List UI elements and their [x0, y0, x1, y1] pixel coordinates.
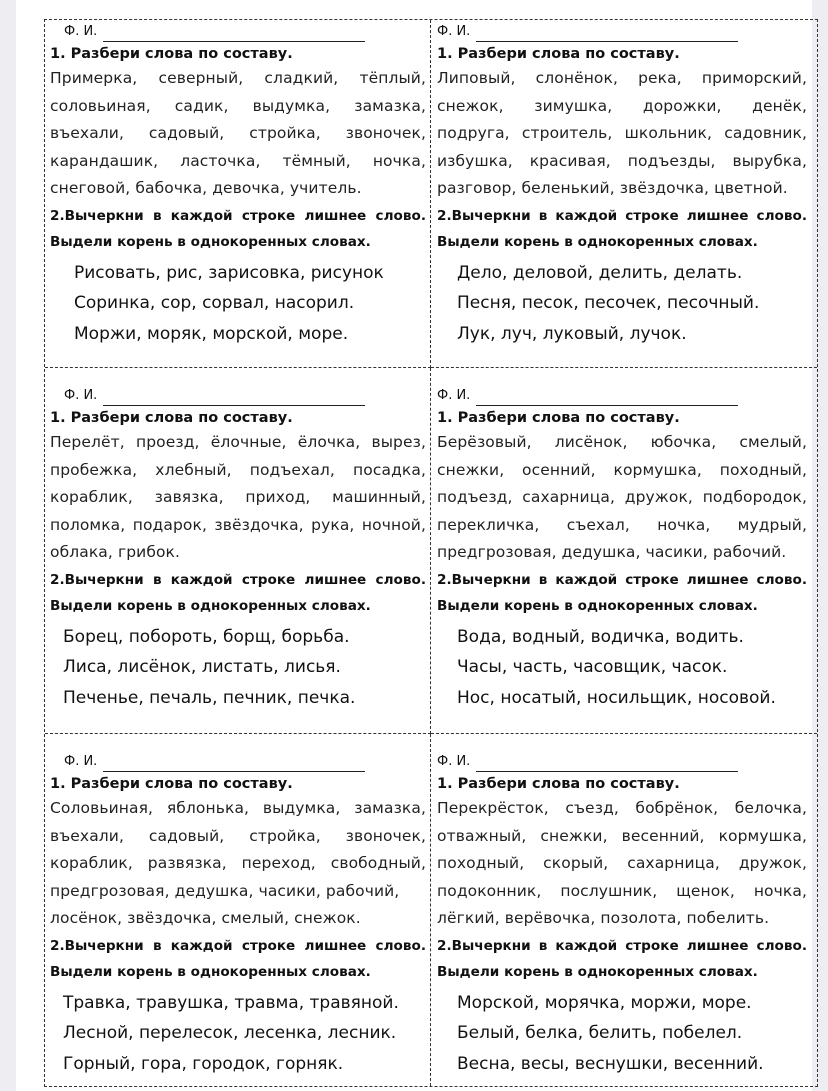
name-blank-line[interactable]	[103, 757, 365, 772]
word-line: пробежка, хлебный, подъехал, посадка,	[50, 460, 426, 479]
word-line: предгрозовая, дедушка, часики, рабочий,	[50, 881, 400, 900]
word-line: отважный, снежки, весенний, кормушка,	[437, 826, 807, 845]
word-line: снежок, зимушка, дорожки, денёк,	[437, 96, 807, 115]
word-line: подъезд, сахарница, дружок, подбородок,	[437, 488, 807, 506]
task2-row: Морской, морячка, моржи, море.	[457, 992, 752, 1013]
word-line: кораблик, завязка, приход, машинный,	[50, 488, 426, 506]
task2-row: Лесной, перелесок, лесенка, лесник.	[63, 1023, 397, 1043]
task1-word-list	[437, 65, 807, 203]
task2-row: Борец, побороть, борщ, борьба.	[63, 626, 350, 647]
worksheet-card	[431, 734, 817, 1086]
task2-title-line1: 2.Вычеркни в каждой строке лишнее слово.	[50, 207, 426, 224]
word-line: Перекрёсток, съезд, бобрёнок, белочка,	[437, 799, 807, 817]
word-line: кораблик, развязка, переход, свободный,	[50, 854, 426, 872]
task2-row: Лук, луч, луковый, лучок.	[457, 323, 687, 344]
worksheet-card	[45, 368, 431, 734]
task1-word-list	[50, 65, 426, 203]
name-label: Ф. И.	[64, 754, 98, 769]
task2-rows	[437, 988, 807, 1080]
task2-row: Лиса, лисёнок, листать, лисья.	[63, 657, 341, 677]
word-line: походный, скорый, сахарница, дружок,	[437, 854, 807, 872]
task2-title-line1: 2.Вычеркни в каждой строке лишнее слово.	[437, 571, 807, 588]
name-field	[437, 22, 807, 42]
worksheet-page	[16, 0, 812, 1091]
task2-rows	[50, 988, 426, 1080]
name-label: Ф. И.	[64, 24, 98, 39]
task2-title-line2: Выдели корень в однокоренных словах.	[437, 597, 758, 614]
word-line: Соловьиная, яблонька, выдумка, замазка,	[50, 799, 426, 817]
word-line: предгрозовая, дедушка, часики, рабочий.	[437, 543, 787, 561]
task2-row: Соринка, сор, сорвал, насорил.	[74, 293, 355, 313]
task1-word-list	[50, 429, 426, 567]
task2-rows	[50, 258, 426, 350]
task2-row: Белый, белка, белить, побелел.	[457, 1023, 743, 1043]
word-line: подоконник, послушник, щенок, ночка,	[437, 881, 807, 900]
name-label: Ф. И.	[437, 388, 471, 403]
word-line: Берёзовый, лисёнок, юбочка, смелый,	[437, 433, 807, 451]
word-line: въехали, садовый, стройка, звоночек,	[50, 124, 426, 142]
name-blank-line[interactable]	[476, 391, 738, 406]
task2-title-line2: Выдели корень в однокоренных словах.	[50, 233, 371, 250]
task1-word-list	[437, 429, 807, 567]
task2-title-line2: Выдели корень в однокоренных словах.	[50, 963, 371, 980]
name-blank-line[interactable]	[476, 757, 738, 772]
task2-row: Часы, часть, часовщик, часок.	[457, 657, 728, 677]
task2-row: Горный, гора, городок, горняк.	[63, 1053, 344, 1074]
task2-rows	[437, 622, 807, 714]
task1-title: 1. Разбери слова по составу.	[437, 776, 680, 792]
task2-title-line1: 2.Вычеркни в каждой строке лишнее слово.	[50, 571, 426, 588]
task2-rows	[437, 258, 807, 350]
task2-title-line2: Выдели корень в однокоренных словах.	[437, 963, 758, 980]
name-blank-line[interactable]	[476, 27, 738, 42]
word-line: разговор, беленький, звёздочка, цветной.	[437, 179, 788, 197]
name-field	[437, 752, 807, 772]
task1-word-list	[437, 795, 807, 933]
name-label: Ф. И.	[64, 388, 98, 403]
task2-row: Весна, весы, веснушки, весенний.	[457, 1053, 764, 1074]
task1-word-list	[50, 795, 426, 933]
word-line: подруга, строитель, школьник, садовник,	[437, 124, 807, 142]
task2-rows	[50, 622, 426, 714]
worksheet-card	[431, 368, 817, 734]
word-line: снеговой, бабочка, девочка, учитель.	[50, 179, 362, 197]
task2-row: Вода, водный, водичка, водить.	[457, 626, 744, 647]
task2-title-line2: Выдели корень в однокоренных словах.	[437, 233, 758, 250]
task2-title-line1: 2.Вычеркни в каждой строке лишнее слово.	[437, 207, 807, 224]
word-line: лосёнок, звёздочка, смелый, снежок.	[50, 909, 361, 927]
name-field	[50, 22, 426, 42]
task2-row: Песня, песок, песочек, песочный.	[457, 293, 760, 313]
task1-title: 1. Разбери слова по составу.	[437, 46, 680, 62]
task2-row: Нос, носатый, носильщик, носовой.	[457, 687, 776, 708]
task1-title: 1. Разбери слова по составу.	[50, 410, 293, 426]
name-field	[50, 752, 426, 772]
word-line: Перелёт, проезд, ёлочные, ёлочка, вырез,	[50, 433, 426, 451]
word-line: въехали, садовый, стройка, звоночек,	[50, 826, 426, 845]
word-line: лёгкий, верёвочка, позолота, побелить.	[437, 909, 770, 927]
task2-row: Рисовать, рис, зарисовка, рисунок	[74, 262, 384, 283]
task1-title: 1. Разбери слова по составу.	[437, 410, 680, 426]
task2-title-line2: Выдели корень в однокоренных словах.	[50, 597, 371, 614]
word-line: Примерка, северный, сладкий, тёплый,	[50, 69, 426, 87]
word-line: облака, грибок.	[50, 543, 181, 561]
word-line: поломка, подарок, звёздочка, рука, ночной,	[50, 515, 426, 534]
word-line: соловьиная, садик, выдумка, замазка,	[50, 96, 426, 115]
worksheet-grid	[44, 19, 818, 1087]
task2-row: Дело, деловой, делить, делать.	[457, 262, 743, 283]
task2-row: Травка, травушка, травма, травяной.	[63, 992, 399, 1013]
task2-title-line1: 2.Вычеркни в каждой строке лишнее слово.	[437, 937, 807, 954]
name-blank-line[interactable]	[103, 27, 365, 42]
word-line: карандашик, ласточка, тёмный, ночка,	[50, 151, 426, 170]
word-line: снежки, осенний, кормушка, походный,	[437, 460, 807, 479]
name-blank-line[interactable]	[103, 391, 365, 406]
word-line: избушка, красивая, подъезды, вырубка,	[437, 151, 807, 170]
task1-title: 1. Разбери слова по составу.	[50, 776, 293, 792]
task2-row: Печенье, печаль, печник, печка.	[63, 687, 356, 708]
name-label: Ф. И.	[437, 24, 471, 39]
task2-title-line1: 2.Вычеркни в каждой строке лишнее слово.	[50, 937, 426, 954]
worksheet-card	[45, 20, 431, 368]
name-field	[437, 386, 807, 406]
name-label: Ф. И.	[437, 754, 471, 769]
worksheet-card	[45, 734, 431, 1086]
task2-row: Моржи, моряк, морской, море.	[74, 323, 349, 344]
word-line: перекличка, съехал, ночка, мудрый,	[437, 515, 807, 534]
worksheet-card	[431, 20, 817, 368]
task1-title: 1. Разбери слова по составу.	[50, 46, 293, 62]
word-line: Липовый, слонёнок, река, приморский,	[437, 69, 807, 87]
name-field	[50, 386, 426, 406]
